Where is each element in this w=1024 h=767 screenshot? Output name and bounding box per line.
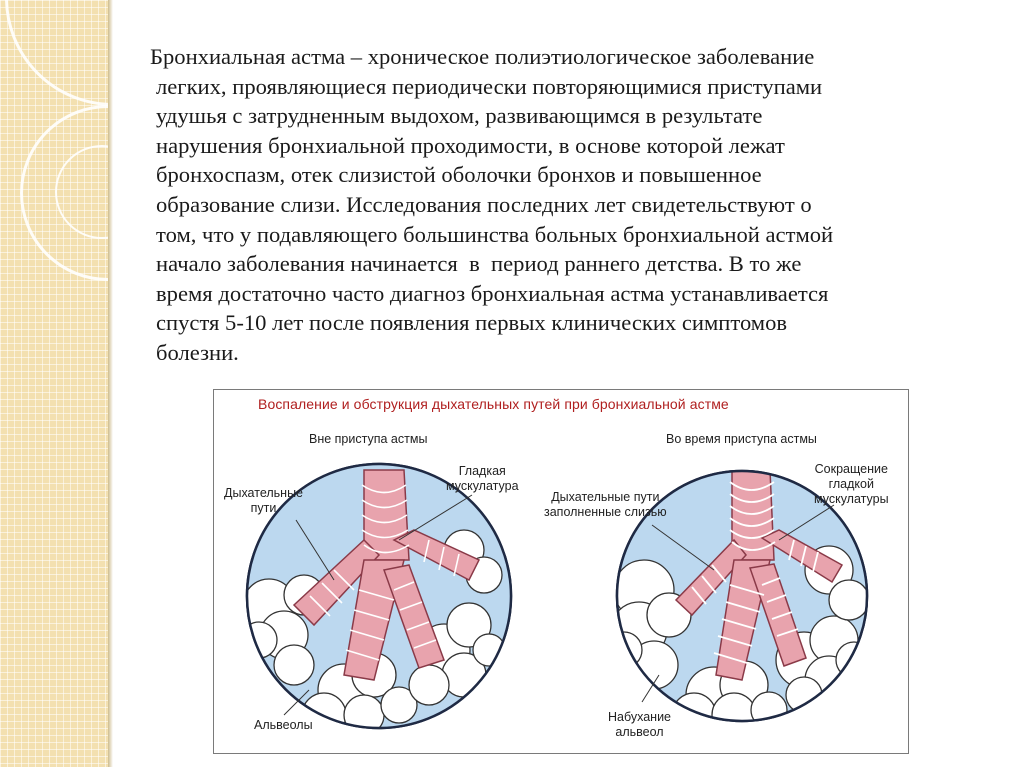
decorative-side-strip	[0, 0, 110, 767]
text-line: нарушения бронхиальной проходимости, в основе которой лежат	[156, 132, 785, 158]
strip-shadow	[108, 0, 113, 767]
decorative-ring	[55, 145, 149, 239]
main-paragraph	[150, 42, 1015, 368]
text-line: удушья с затрудненным выдохом, развивающимся в результате	[156, 103, 763, 129]
mucus-airways-label: Дыхательные пути заполненные слизью	[544, 490, 667, 519]
text-line: Бронхиальная астма – хроническое полиэтиологическое заболевание	[150, 44, 815, 69]
smooth-muscle-label: Гладкая мускулатура	[446, 464, 519, 493]
normal-state-heading: Вне приступа астмы	[309, 432, 428, 446]
alveoli-label: Альвеолы	[254, 718, 313, 732]
asthma-illustration	[213, 389, 909, 754]
figure-title: Воспаление и обструкция дыхательных путей при бронхиальной астме	[258, 396, 729, 412]
muscle-contraction-label: Сокращение гладкой мускулатуры	[814, 462, 889, 506]
text-line: спустя 5-10 лет после появления первых клинических симптомов	[156, 310, 788, 336]
text-line: начало заболевания начинается в период раннего детства. В то же	[156, 251, 802, 277]
airways-label: Дыхательные пути	[224, 486, 304, 515]
text-line: образование слизи. Исследования последних лет свидетельствуют о	[156, 191, 812, 217]
text-line: легких, проявляющиеся периодически повторяющимися приступами	[156, 73, 823, 99]
text-line: болезни.	[156, 339, 239, 365]
alveoli-swelling-label: Набухание альвеол	[608, 710, 672, 739]
text-line: бронхоспазм, отек слизистой оболочки бронхов и повышенное	[156, 162, 762, 188]
text-line: время достаточно часто диагноз бронхиальная астма устанавливается	[156, 280, 829, 306]
text-line: том, что у подавляющего большинства больных бронхиальной астмой	[156, 221, 834, 247]
attack-state-heading: Во время приступа астмы	[666, 432, 817, 446]
